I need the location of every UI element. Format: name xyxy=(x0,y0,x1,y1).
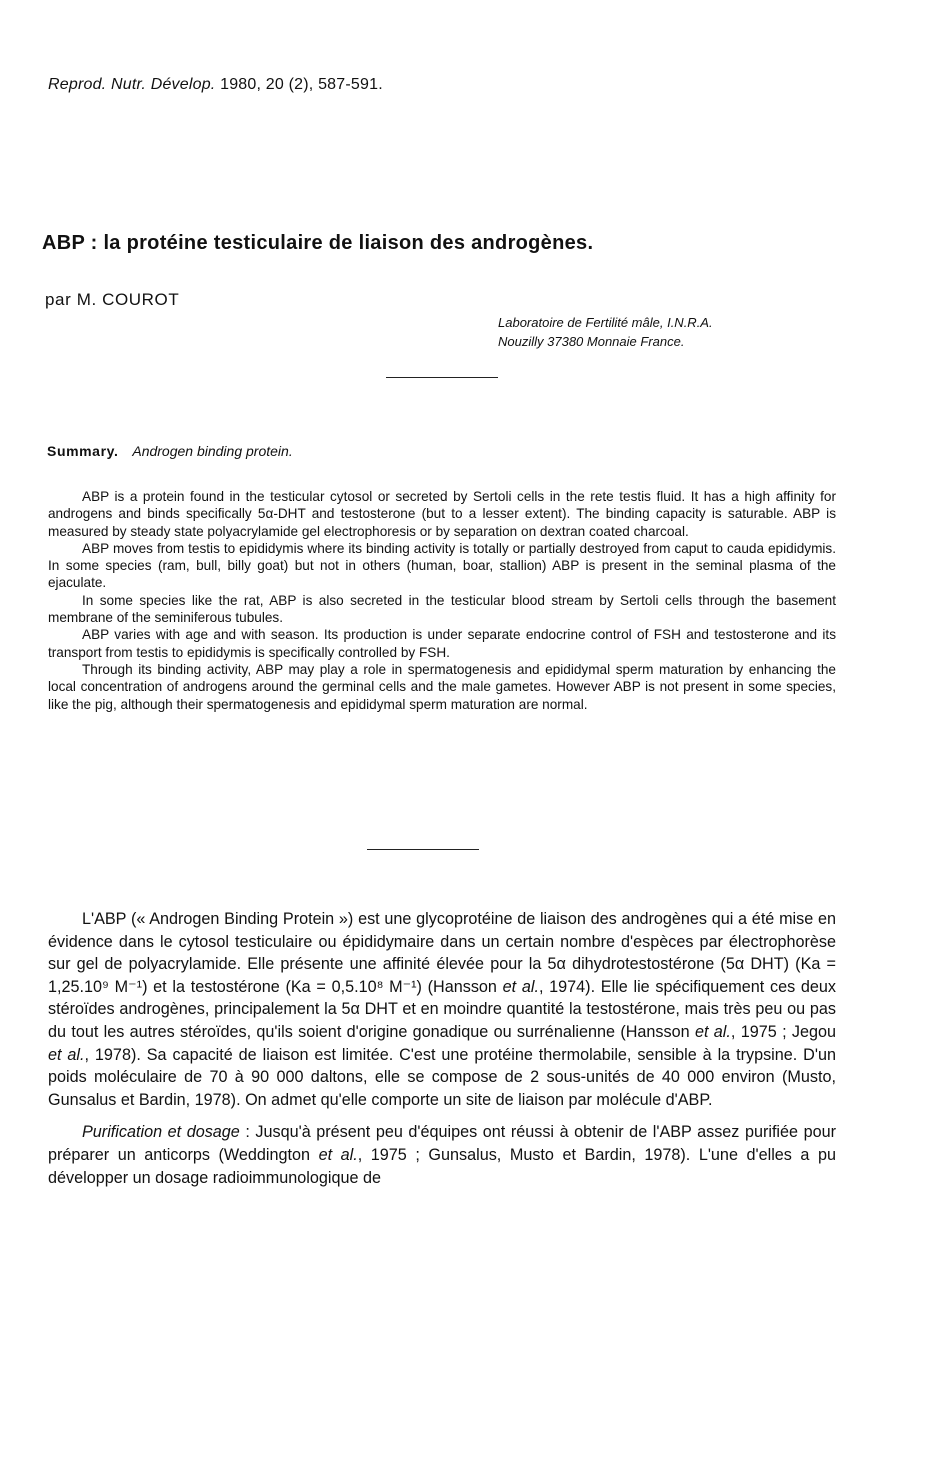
summary-subtitle: Androgen binding protein. xyxy=(132,443,293,459)
et-al: et al. xyxy=(502,977,539,996)
journal-citation xyxy=(48,76,383,94)
et-al: et al. xyxy=(48,1045,85,1064)
body-text-run: L'ABP (« Androgen Binding Protein ») est une glycoprotéine de liaison des androgènes qui a été mise en évidence dans le cytosol testiculaire ou épididymaire dans un certain nombre d'espèces par électrophorèse sur gel de polyacrylamide. Elle présente une affinité élevée pour la 5α dihydrotestostérone (5α DHT) (Ka = 1,25.10⁹ M⁻¹) et la testostérone (Ka = 0,5.10⁸ M⁻¹) (Hansson xyxy=(48,910,836,996)
separator-rule-top xyxy=(386,377,498,378)
summary-paragraph-1: ABP is a protein found in the testicular cytosol or secreted by Sertoli cells in the rete testis fluid. It has a high affinity for androgens and binds specifically 5α-DHT and testosterone (but to a lesser extent). The binding capacity is saturable. ABP is measured by steady state polyacrylamide gel electrophoresis or by separation on dextran coated charcoal. xyxy=(48,489,836,539)
journal-name: Reprod. Nutr. Dévelop. xyxy=(48,76,216,93)
summary-paragraph-5: Through its binding activity, ABP may play a role in spermatogenesis and epididymal sperm maturation by enhancing the local concentration of androgens around the germinal cells and the male gametes. However ABP is not present in some species, like the pig, although their spermatogenesis and epididymal sperm maturation are normal. xyxy=(48,661,836,712)
summary-paragraph-2: ABP moves from testis to epididymis where its binding activity is totally or partially destroyed from caput to cauda epididymis. In some species (ram, bull, billy goat) but not in others (human, boar, stallion) ABP is present in the seminal plasma of the ejaculate. xyxy=(48,540,836,591)
article-author: par M. COUROT xyxy=(45,290,180,309)
summary-paragraph-3: In some species like the rat, ABP is also secreted in the testicular blood stream by Sertoli cells through the basement membrane of the seminiferous tubules. xyxy=(48,592,836,626)
body-text xyxy=(48,908,836,1199)
body-paragraph-1 xyxy=(48,908,836,1111)
et-al: et al. xyxy=(318,1145,358,1164)
affiliation-line-2: Nouzilly 37380 Monnaie France. xyxy=(498,334,685,349)
section-lead: Purification et dosage xyxy=(82,1123,240,1142)
summary-paragraph-4: ABP varies with age and with season. Its production is under separate endocrine control of FSH and testosterone and its transport from testis to epididymis is specifically controlled by FSH. xyxy=(48,627,836,660)
body-text-run: , 1974). Elle lie spécifiquement ces deux stéroïdes androgènes, principalement la 5α DHT et en moindre quantité la testostérone, mais très peu ou pas du tout les autres stéroïdes, qu'ils soient d'origine gonadique ou surrénalienne (Hansson xyxy=(48,977,836,1041)
summary-text xyxy=(48,488,836,713)
affiliation-line-1: Laboratoire de Fertilité mâle, I.N.R.A. xyxy=(498,315,713,330)
body-text-run: , 1978). Sa capacité de liaison est limitée. C'est une protéine thermolabile, sensible à la trypsine. D'un poids moléculaire de 70 à 90 000 daltons, elle se compose de 2 sous-unités de 40 000 environ (Musto, Gunsalus et Bardin, 1978). On admet qu'elle comporte un site de liaison par molécule d'ABP. xyxy=(48,1045,836,1109)
body-paragraph-2 xyxy=(48,1121,836,1189)
body-text-run: : Jusqu'à présent peu d'équipes ont réussi à obtenir de l'ABP assez purifiée pour préparer un anticorps (Weddington xyxy=(48,1123,836,1164)
body-text-run: , 1975 ; Jegou xyxy=(730,1022,836,1041)
citation-details: 1980, 20 (2), 587-591. xyxy=(220,76,383,93)
summary-heading xyxy=(47,443,293,459)
author-affiliation xyxy=(498,313,713,351)
article-title: ABP : la protéine testiculaire de liaison des androgènes. xyxy=(42,232,594,254)
body-text-run: , 1975 ; Gunsalus, Musto et Bardin, 1978). L'une d'elles a pu développer un dosage radioimmunologique de xyxy=(48,1145,836,1187)
summary-label: Summary. xyxy=(47,443,119,459)
separator-rule-bottom xyxy=(367,849,479,850)
et-al: et al. xyxy=(694,1022,731,1041)
